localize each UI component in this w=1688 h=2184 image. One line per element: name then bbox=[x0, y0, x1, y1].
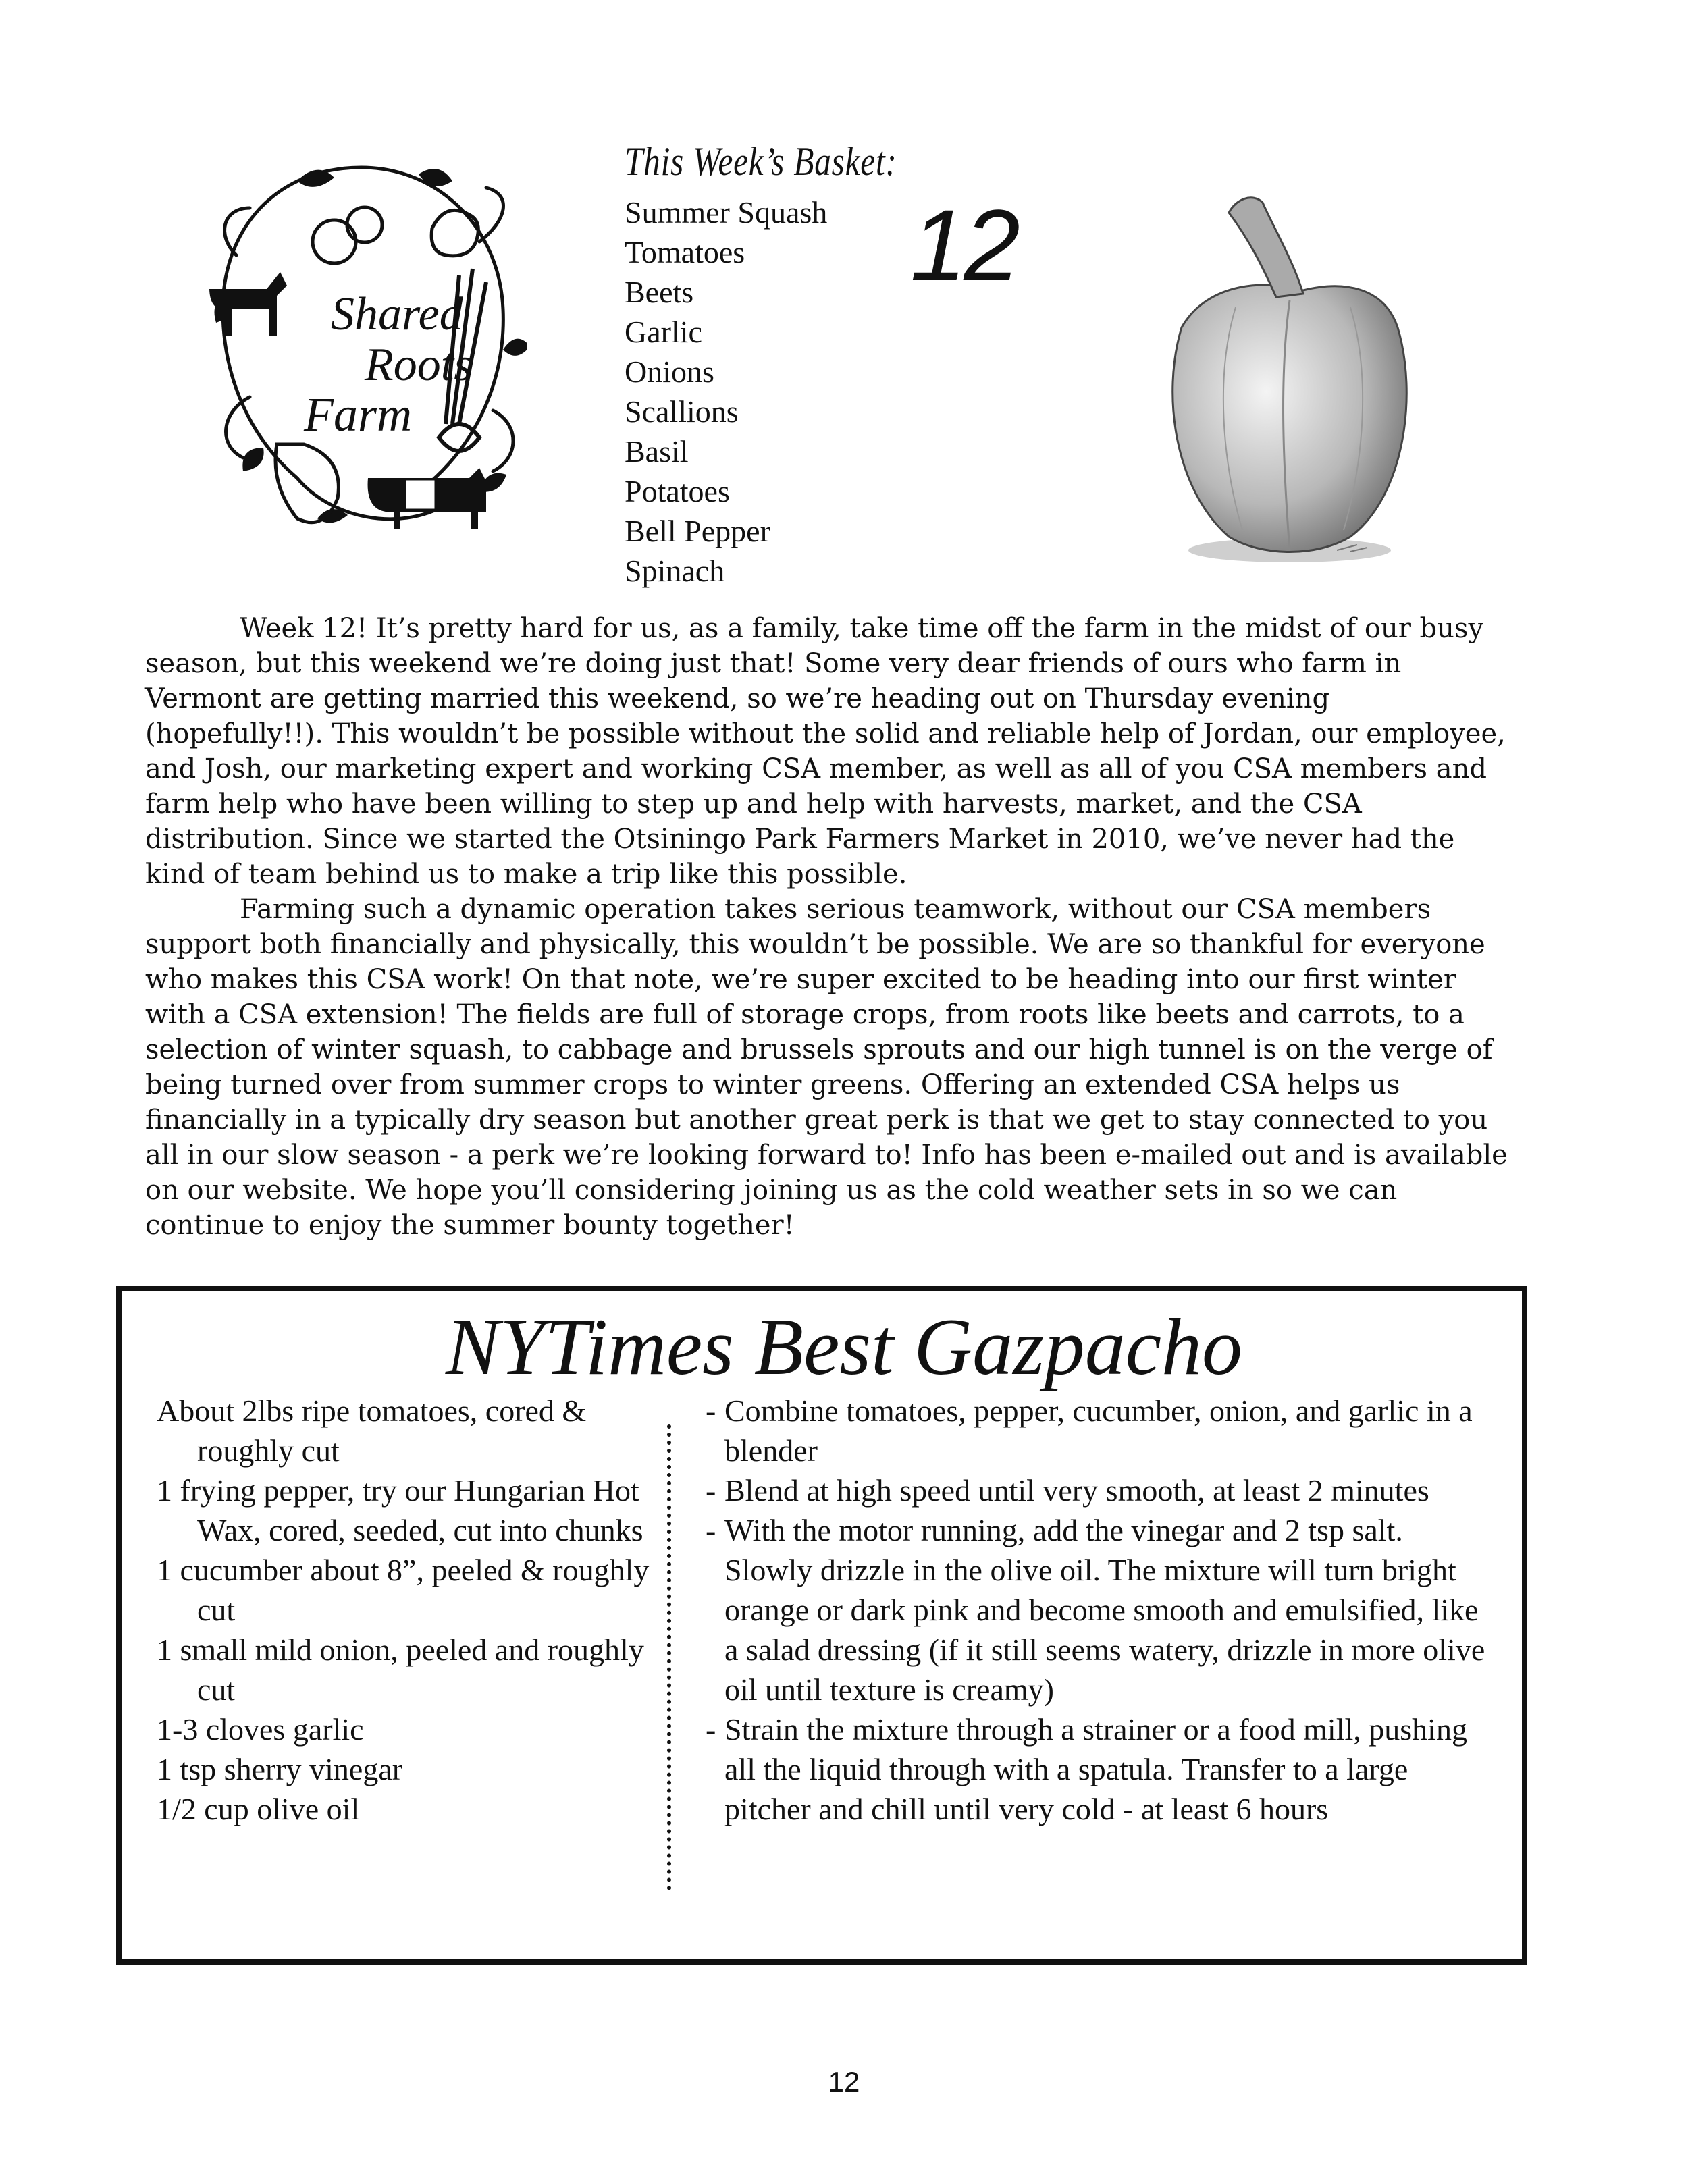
column-divider bbox=[667, 1424, 671, 1890]
bell-pepper-illustration bbox=[1134, 172, 1445, 577]
ingredient-item: 1 cucumber about 8”, peeled & roughly cut bbox=[157, 1553, 650, 1627]
ingredient-item: 1/2 cup olive oil bbox=[157, 1792, 360, 1826]
ingredient-item: About 2lbs ripe tomatoes, cored & roughly cut bbox=[157, 1393, 587, 1468]
basket-item: Bell Pepper bbox=[625, 514, 770, 548]
step-item: - Combine tomatoes, pepper, cucumber, onion, and garlic in a blender bbox=[706, 1391, 1496, 1470]
page-number: 12 bbox=[828, 2066, 860, 2098]
ingredient-item: 1 small mild onion, peeled and roughly cut bbox=[157, 1632, 644, 1707]
basket-item: Basil bbox=[625, 434, 689, 469]
basket-list bbox=[625, 192, 827, 591]
ingredient-item: 1 frying pepper, try our Hungarian Hot Wax, cored, seeded, cut into chunks bbox=[157, 1473, 643, 1547]
ingredients-list bbox=[157, 1391, 663, 1829]
article-paragraph: Week 12! It’s pretty hard for us, as a family, take time off the farm in the midst of our busy season, but this weekend we’re doing just that! Some very dear friends of ours who farm in Vermont are getting married this weekend, so we’re heading out on Thursday evening (hopefully!!). This wouldn’t be possible without the solid and reliable help of Jordan, our employee, and Josh, our marketing expert and working CSA member, as well as all of you CSA members and farm help who have been willing to step up and help with harvests, market, and the CSA distribution. Since we started the Otsiningo Park Farmers Market in 2010, we’ve never had the kind of team behind us to make a trip like this possible. bbox=[145, 613, 1506, 890]
step-item: - With the motor running, add the vinegar and 2 tsp salt. Slowly drizzle in the olive oil. The mixture will turn bright orange or dark pink and become smooth and emulsified, like a salad dressing (if it still seems watery, drizzle in more olive oil until texture is creamy) bbox=[706, 1510, 1496, 1709]
ingredient-item: 1 tsp sherry vinegar bbox=[157, 1752, 403, 1786]
logo-text-farm: Farm bbox=[304, 388, 412, 442]
step-item: - Strain the mixture through a strainer or a food mill, pushing all the liquid through with a spatula. Transfer to a large pitcher and chill until very cold - at least 6 hours bbox=[706, 1709, 1496, 1829]
basket-item: Garlic bbox=[625, 315, 702, 349]
week-number: 12 bbox=[910, 188, 1018, 302]
basket-item: Scallions bbox=[625, 394, 739, 429]
article-body bbox=[145, 611, 1509, 1243]
logo-text-roots: Roots bbox=[365, 339, 473, 391]
basket-item: Onions bbox=[625, 354, 714, 389]
steps-list bbox=[706, 1391, 1496, 1829]
basket-title: This Week’s Basket: bbox=[625, 139, 897, 184]
logo-text-shared: Shared bbox=[331, 288, 463, 340]
basket-item: Summer Squash bbox=[625, 195, 828, 230]
basket-item: Tomatoes bbox=[625, 235, 745, 269]
ingredient-item: 1-3 cloves garlic bbox=[157, 1712, 364, 1747]
basket-item: Beets bbox=[625, 275, 694, 309]
basket-item: Potatoes bbox=[625, 474, 730, 508]
step-item: - Blend at high speed until very smooth, at least 2 minutes bbox=[706, 1470, 1496, 1510]
recipe-title: NYTimes Best Gazpacho bbox=[445, 1302, 1243, 1391]
article-paragraph: Farming such a dynamic operation takes serious teamwork, without our CSA members support both financially and physically, this wouldn’t be possible. We are so thankful for everyone who makes this CSA work! On that note, we’re super excited to be heading into our first winter with a CSA extension! The fields are full of storage crops, from roots like beets and carrots, to a selection of winter squash, to cabbage and brussels sprouts and our high tunnel is on the verge of being turned over from summer crops to winter greens. Offering an extended CSA helps us financially in a typically dry season but another great perk is that we get to stay connected to you all in our slow season - a perk we’re looking forward to! Info has been e-mailed out and is available on our website. We hope you’ll considering joining us as the cold weather sets in so we can continue to enjoy the summer bounty together! bbox=[145, 894, 1508, 1241]
farm-logo bbox=[196, 154, 527, 545]
basket-item: Spinach bbox=[625, 554, 725, 588]
